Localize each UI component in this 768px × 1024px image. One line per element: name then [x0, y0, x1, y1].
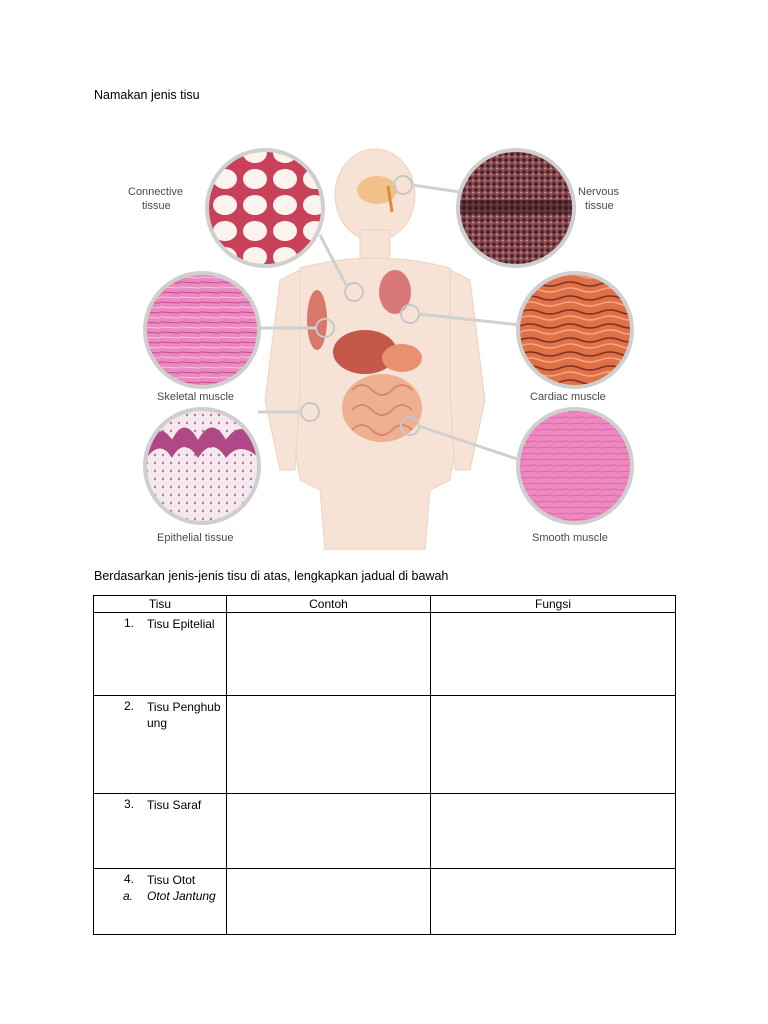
tissue-diagram: [120, 140, 640, 550]
table-row: [94, 613, 676, 696]
label-smooth: Smooth muscle: [532, 532, 608, 544]
header-tisu: Tisu: [94, 596, 227, 613]
cell-fungsi[interactable]: [431, 696, 676, 794]
tissue-name: Tisu Saraf: [147, 798, 202, 812]
row-number: 3.: [124, 797, 135, 811]
label-nervous-1: Nervous: [578, 186, 619, 198]
cell-contoh[interactable]: [227, 794, 431, 869]
cell-tisu: [94, 613, 227, 696]
label-skeletal: Skeletal muscle: [157, 391, 235, 403]
tissue-name: Tisu Otot: [147, 873, 196, 887]
skeletal-muscle-circle: [145, 273, 259, 387]
tissue-name: Tisu Penghubung: [147, 700, 221, 730]
row-number: 2.: [124, 699, 135, 713]
cell-contoh[interactable]: [227, 696, 431, 794]
table-row: [94, 794, 676, 869]
sub-item: [123, 888, 225, 904]
nervous-tissue-circle: [458, 150, 574, 266]
cell-fungsi[interactable]: [431, 613, 676, 696]
table-header-row: [94, 596, 676, 613]
smooth-muscle-circle: [518, 409, 632, 523]
row-number: 4.: [124, 872, 135, 886]
cell-tisu: [94, 794, 227, 869]
heading-berdasarkan: Berdasarkan jenis-jenis tisu di atas, lengkapkan jadual di bawah: [94, 569, 449, 583]
epithelial-tissue-circle: [145, 409, 259, 523]
label-connective-2: tissue: [142, 200, 171, 212]
sub-name: Otot Jantung: [147, 889, 216, 903]
tissue-table: [93, 595, 676, 935]
label-connective-1: Connective: [128, 186, 184, 198]
cell-contoh[interactable]: [227, 613, 431, 696]
cell-contoh[interactable]: [227, 869, 431, 935]
table-row: [94, 869, 676, 935]
row-number: 1.: [124, 616, 135, 630]
cell-fungsi[interactable]: [431, 869, 676, 935]
label-epithelial: Epithelial tissue: [157, 532, 234, 544]
tissue-name: Tisu Epitelial: [147, 617, 215, 631]
cell-tisu: [94, 696, 227, 794]
cell-tisu: [94, 869, 227, 935]
label-cardiac: Cardiac muscle: [530, 391, 606, 403]
header-fungsi: Fungsi: [431, 596, 676, 613]
cell-fungsi[interactable]: [431, 794, 676, 869]
heading-namakan: Namakan jenis tisu: [94, 88, 200, 102]
label-nervous-2: tissue: [585, 200, 614, 212]
table-row: [94, 696, 676, 794]
header-contoh: Contoh: [227, 596, 431, 613]
sub-letter: a.: [123, 889, 134, 903]
cardiac-muscle-circle: [518, 273, 632, 387]
connective-tissue-circle: [207, 150, 323, 266]
